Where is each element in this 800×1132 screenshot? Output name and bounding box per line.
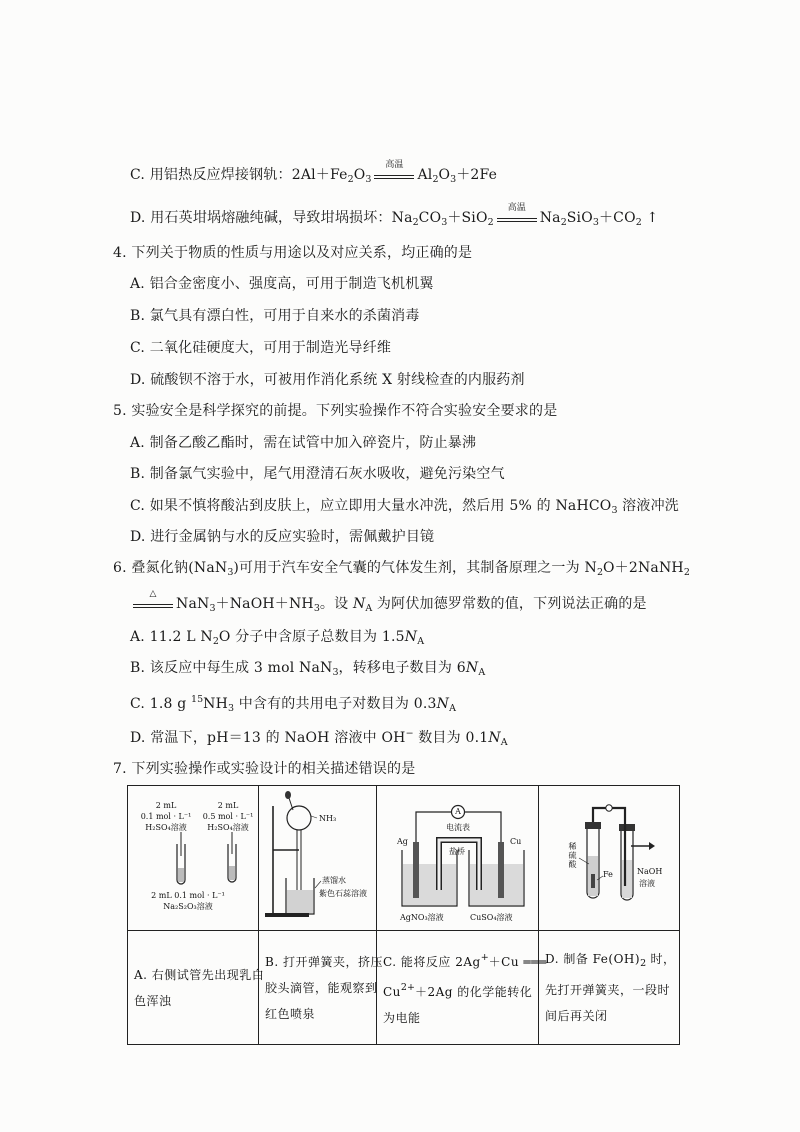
leader-gas — [311, 816, 317, 818]
text-run: O 分子中含原子总数目为 1.5 — [218, 629, 405, 645]
text-run: )可用于汽车安全气囊的气体发生剂，其制备原理之一为 N — [233, 560, 597, 576]
text-run: 。设 — [319, 596, 353, 612]
salt-bridge-label: 盐桥 — [449, 847, 465, 856]
right-acid-label — [198, 800, 258, 833]
text-run: ＋NaOH＋NH — [215, 596, 314, 612]
subscript: A — [449, 703, 456, 714]
subscript: 3 — [313, 603, 320, 614]
right-concentration: 0.5 mol · L⁻¹ — [202, 812, 254, 821]
iron-piece — [591, 874, 595, 888]
outlet-arrow — [649, 842, 655, 850]
right-tube-base — [622, 860, 632, 898]
silver-electrode — [413, 842, 419, 898]
q3-option-d — [130, 203, 659, 233]
equals-line — [374, 175, 414, 179]
text-run: 间后再关闭 — [545, 1009, 608, 1023]
description-line — [383, 975, 538, 1005]
base-formula-label: NaOH — [637, 867, 663, 876]
italic-symbol: N — [436, 696, 450, 712]
subscript: 3 — [611, 505, 618, 516]
right-solution: H₂SO₄溶液 — [207, 823, 249, 832]
text-run: B. 该反应中每生成 3 mol NaN — [130, 660, 333, 676]
subscript: 2 — [412, 217, 419, 228]
subscript: 2 — [596, 567, 603, 578]
q4-option-b — [130, 306, 420, 326]
text-run: SiO — [566, 210, 593, 226]
bottom-concentration: 2 mL 0.1 mol · L⁻¹ — [151, 891, 225, 900]
text-run: B. 制备氯气实验中，尾气用澄清石灰水吸收，避免污染空气 — [130, 466, 505, 482]
text-run: 溶液冲洗 — [617, 498, 679, 514]
reaction-condition: 高温 — [385, 160, 404, 170]
text-run: C. 二氧化硅硬度大，可用于制造光导纤维 — [130, 340, 392, 356]
base-word-label: 溶液 — [639, 879, 655, 888]
right-electrode-label: Cu — [510, 837, 522, 846]
q4-option-a — [130, 274, 434, 294]
text-run: D. 制备 Fe(OH) — [545, 952, 641, 966]
text-run: NaN — [176, 596, 210, 612]
italic-symbol: N — [404, 629, 418, 645]
left-tube-liquid — [178, 868, 184, 882]
right-tube-liquid — [229, 866, 235, 880]
q6-option-b — [130, 658, 485, 683]
text-run: 7. 下列实验操作或实验设计的相关描述错误的是 — [113, 761, 416, 777]
text-run: A. 铝合金密度小、强度高，可用于制造飞机机翼 — [130, 276, 434, 292]
subscript: 2 — [432, 174, 439, 185]
description-line — [134, 962, 265, 988]
left-acid-label — [134, 800, 198, 833]
q6-option-d — [130, 724, 508, 753]
indicator-label: 紫色石蕊溶液 — [319, 889, 367, 898]
diagram-d-ferrous-hydroxide — [539, 786, 679, 930]
text-run: ＋CO — [598, 210, 636, 226]
q5-option-b — [130, 464, 505, 484]
text-run: D. 进行金属钠与水的反应实验时，需佩戴护目镜 — [130, 529, 435, 545]
left-volume: 2 mL — [155, 801, 177, 810]
diagram-d-drawing — [539, 786, 679, 930]
text-run: D. 硫酸钡不溶于水，可被用作消化系统 X 射线检查的内服药剂 — [130, 372, 525, 388]
description-line — [545, 1003, 679, 1029]
dropper — [289, 798, 293, 810]
description-b — [259, 931, 383, 1044]
subscript: 3 — [365, 174, 372, 185]
italic-symbol: N — [488, 730, 501, 746]
description-line — [383, 1005, 538, 1031]
text-run: 4. 下列关于物质的性质与用途以及对应关系，均正确的是 — [113, 245, 473, 261]
text-run: ＋2Ag 的化学能转化 — [414, 984, 533, 999]
subscript: 2 — [640, 958, 647, 969]
text-run: 数目为 0.1 — [413, 730, 489, 746]
right-solution-label: CuSO₄溶液 — [470, 913, 513, 922]
text-run: NH — [203, 696, 228, 712]
q6-stem-line-2 — [130, 589, 647, 619]
text-run: 为电能 — [383, 1010, 421, 1025]
text-run: C. 1.8 g — [130, 696, 192, 712]
spring-clamp — [606, 805, 612, 811]
q5-option-d — [130, 527, 434, 547]
left-concentration: 0.1 mol · L⁻¹ — [140, 812, 192, 821]
text-run: B. 打开弹簧夹，挤压 — [265, 954, 383, 969]
q3-option-c — [130, 160, 498, 190]
description-line — [545, 946, 679, 977]
left-electrode-label: Ag — [397, 837, 408, 846]
subscript: A — [500, 737, 508, 748]
text-run: O — [438, 167, 451, 183]
subscript: 3 — [441, 217, 448, 228]
subscript: 2 — [683, 567, 690, 578]
text-run: A. 右侧试管先出现乳白 — [134, 967, 265, 982]
text-run: ＋SiO — [447, 210, 488, 226]
description-line — [383, 945, 547, 975]
superscript: 15 — [191, 694, 204, 705]
subscript: A — [478, 667, 486, 678]
reaction-condition: 高温 — [507, 203, 526, 213]
description-a — [128, 931, 265, 1044]
text-run: C. 用铝热反应焊接钢轨：2Al＋Fe — [130, 167, 348, 183]
text-run: 胶头滴管，能观察到 — [265, 980, 378, 995]
description-c — [377, 931, 547, 1044]
q7-stem — [113, 759, 415, 779]
q5-option-a — [130, 433, 476, 453]
text-run: 时， — [646, 952, 676, 966]
subscript: 3 — [209, 603, 216, 614]
text-run: ＋2Fe — [456, 167, 498, 183]
text-run: 6. 叠氮化钠(NaN — [113, 560, 228, 576]
bottom-solution: Na₂S₂O₃溶液 — [163, 902, 213, 911]
reaction-condition: △ — [149, 589, 157, 599]
subscript: 3 — [450, 174, 457, 185]
text-run: ＋Cu ═══ — [488, 954, 547, 969]
q5-option-c — [130, 496, 679, 521]
copper-electrode — [498, 842, 504, 898]
italic-symbol: N — [352, 596, 366, 612]
equals-line — [133, 604, 173, 608]
italic-symbol: N — [465, 660, 479, 676]
q6-option-a — [130, 627, 424, 652]
reaction-condition-sign — [133, 589, 173, 614]
q6-stem-line-1 — [113, 558, 690, 583]
subscript: 2 — [635, 217, 642, 228]
subscript: 3 — [227, 567, 234, 578]
q5-stem — [113, 401, 557, 421]
description-line — [134, 988, 258, 1014]
text-run: C. 能将反应 2Ag — [383, 954, 481, 969]
round-flask — [287, 806, 311, 830]
text-run: Cu — [383, 984, 401, 999]
text-run: O — [353, 167, 366, 183]
description-d — [539, 931, 679, 1044]
diagram-a-test-tubes — [128, 786, 258, 930]
q6-option-c — [130, 690, 456, 719]
left-solution-label: AgNO₃溶液 — [400, 913, 444, 922]
leader-water — [315, 881, 321, 888]
subscript: 3 — [592, 217, 599, 228]
q4-stem — [113, 243, 472, 263]
text-run: ↑ — [641, 210, 659, 226]
subscript: A — [417, 636, 425, 647]
text-run: 先打开弹簧夹，一段时 — [545, 983, 671, 997]
text-run: 红色喷泉 — [265, 1006, 316, 1021]
ammeter-symbol: A — [455, 807, 461, 816]
acid-label: 稀硫酸 — [568, 842, 577, 869]
right-volume: 2 mL — [217, 801, 239, 810]
q4-option-d — [130, 370, 525, 390]
description-line — [265, 975, 376, 1001]
subscript: 3 — [332, 667, 339, 678]
right-stopper — [619, 824, 635, 831]
subscript: 3 — [228, 703, 235, 714]
diagram-b-drawing — [259, 786, 376, 930]
text-run: Na — [539, 210, 561, 226]
subscript: 2 — [347, 174, 354, 185]
metal-label: Fe — [603, 870, 613, 879]
description-line — [545, 977, 679, 1003]
left-stopper — [585, 822, 601, 829]
subscript: A — [365, 603, 373, 614]
subscript: 2 — [487, 217, 494, 228]
text-run: Al — [417, 167, 433, 183]
superscript: − — [405, 728, 414, 739]
subscript: 2 — [212, 636, 219, 647]
left-solution: H₂SO₄溶液 — [145, 823, 187, 832]
dropper-bulb — [285, 791, 291, 799]
beaker-liquid — [287, 890, 313, 913]
subscript: 2 — [560, 217, 567, 228]
text-run: D. 常温下，pH＝13 的 NaOH 溶液中 OH — [130, 730, 406, 746]
text-run: 5. 实验安全是科学探究的前提。下列实验操作不符合实验安全要求的是 — [113, 403, 558, 419]
q7-experiment-table — [127, 785, 680, 1045]
reaction-condition-sign — [497, 203, 537, 228]
text-run: D. 用石英坩埚熔融纯碱，导致坩埚损坏：Na — [130, 210, 413, 226]
superscript: 2+ — [400, 981, 415, 993]
text-run: ，转移电子数目为 6 — [338, 660, 466, 676]
text-run: C. 如果不慎将酸沾到皮肤上，应立即用大量水冲洗，然后用 5% 的 NaHCO — [130, 498, 612, 514]
text-run: A. 11.2 L N — [130, 629, 213, 645]
diagram-b-fountain — [259, 786, 376, 930]
text-run: CO — [418, 210, 442, 226]
text-run: 中含有的共用电子对数目为 0.3 — [234, 696, 437, 712]
description-line — [265, 1001, 376, 1027]
superscript: + — [480, 951, 489, 963]
ammeter-label: 电流表 — [446, 823, 470, 832]
diagram-c-galvanic-cell — [377, 786, 538, 930]
text-run: A. 制备乙酸乙酯时，需在试管中加入碎瓷片，防止暴沸 — [130, 435, 477, 451]
text-run: O＋2NaNH — [602, 560, 684, 576]
reaction-condition-sign — [374, 160, 414, 185]
gas-label: NH₃ — [319, 814, 337, 823]
water-label: 蒸馏水 — [322, 876, 346, 885]
equals-line — [497, 218, 537, 222]
q4-option-c — [130, 338, 391, 358]
bottom-thiosulfate-label — [138, 890, 238, 912]
text-run: 色浑浊 — [134, 993, 172, 1008]
text-run: B. 氯气具有漂白性，可用于自来水的杀菌消毒 — [130, 308, 420, 324]
description-line — [265, 949, 383, 975]
left-beaker-solution — [403, 864, 456, 905]
text-run: 为阿伏加德罗常数的值，下列说法正确的是 — [372, 596, 647, 612]
